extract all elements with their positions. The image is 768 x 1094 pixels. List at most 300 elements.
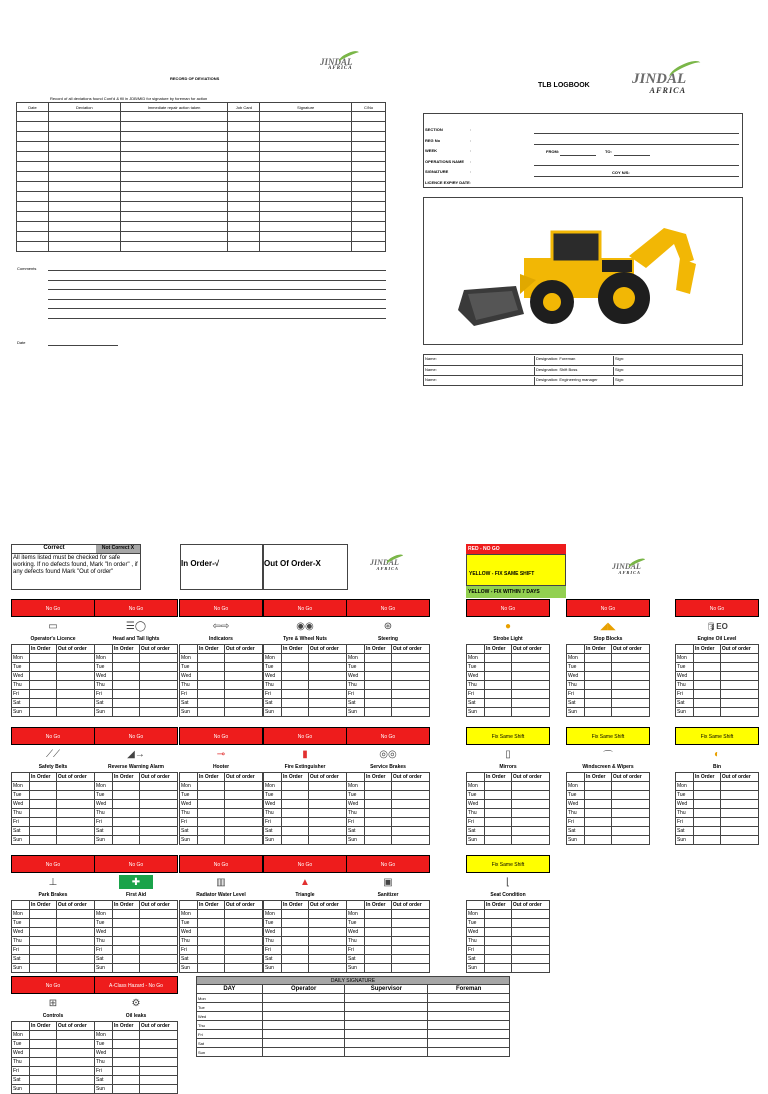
operator-cell[interactable]: [262, 1021, 345, 1030]
deviation-cell[interactable]: [228, 112, 260, 122]
supervisor-cell[interactable]: [345, 994, 428, 1003]
signature-line[interactable]: [534, 176, 739, 177]
in-order-cell[interactable]: [198, 928, 225, 937]
deviation-cell[interactable]: [260, 152, 352, 162]
opname-line[interactable]: [534, 165, 739, 166]
out-of-order-cell[interactable]: [720, 663, 758, 672]
deviation-cell[interactable]: [228, 122, 260, 132]
out-of-order-cell[interactable]: [611, 827, 649, 836]
from-line[interactable]: [560, 155, 596, 156]
deviation-cell[interactable]: [48, 112, 120, 122]
in-order-cell[interactable]: [585, 708, 612, 717]
in-order-cell[interactable]: [585, 663, 612, 672]
deviation-cell[interactable]: [260, 202, 352, 212]
out-of-order-cell[interactable]: [56, 1067, 94, 1076]
out-of-order-cell[interactable]: [56, 1058, 94, 1067]
in-order-cell[interactable]: [198, 818, 225, 827]
out-of-order-cell[interactable]: [224, 663, 262, 672]
out-of-order-cell[interactable]: [611, 663, 649, 672]
in-order-cell[interactable]: [365, 699, 392, 708]
operator-cell[interactable]: [262, 1030, 345, 1039]
signoff-name[interactable]: Name:: [425, 377, 535, 386]
out-of-order-cell[interactable]: [391, 836, 429, 845]
deviation-cell[interactable]: [228, 182, 260, 192]
in-order-cell[interactable]: [485, 690, 512, 699]
in-order-cell[interactable]: [365, 782, 392, 791]
out-of-order-cell[interactable]: [511, 836, 549, 845]
out-of-order-cell[interactable]: [56, 708, 94, 717]
out-of-order-cell[interactable]: [139, 818, 177, 827]
in-order-cell[interactable]: [585, 791, 612, 800]
in-order-cell[interactable]: [365, 818, 392, 827]
foreman-cell[interactable]: [428, 1048, 510, 1057]
deviation-cell[interactable]: [120, 222, 228, 232]
deviation-cell[interactable]: [352, 142, 386, 152]
in-order-cell[interactable]: [485, 827, 512, 836]
in-order-cell[interactable]: [585, 672, 612, 681]
deviation-cell[interactable]: [228, 142, 260, 152]
signoff-sign[interactable]: Sign:: [615, 356, 625, 361]
out-of-order-cell[interactable]: [511, 937, 549, 946]
in-order-cell[interactable]: [113, 663, 140, 672]
in-order-cell[interactable]: [30, 800, 57, 809]
deviation-cell[interactable]: [17, 182, 49, 192]
out-of-order-cell[interactable]: [511, 654, 549, 663]
out-of-order-cell[interactable]: [56, 964, 94, 973]
deviation-cell[interactable]: [260, 192, 352, 202]
deviation-cell[interactable]: [48, 222, 120, 232]
reg-line[interactable]: [534, 144, 739, 145]
out-of-order-cell[interactable]: [56, 791, 94, 800]
to-line[interactable]: [614, 155, 650, 156]
in-order-cell[interactable]: [30, 681, 57, 690]
in-order-cell[interactable]: [282, 672, 309, 681]
out-of-order-cell[interactable]: [224, 672, 262, 681]
out-of-order-cell[interactable]: [224, 955, 262, 964]
in-order-cell[interactable]: [30, 690, 57, 699]
in-order-cell[interactable]: [30, 708, 57, 717]
in-order-cell[interactable]: [198, 654, 225, 663]
out-of-order-cell[interactable]: [224, 791, 262, 800]
out-of-order-cell[interactable]: [611, 782, 649, 791]
deviation-cell[interactable]: [352, 202, 386, 212]
out-of-order-cell[interactable]: [511, 928, 549, 937]
in-order-cell[interactable]: [113, 937, 140, 946]
in-order-cell[interactable]: [198, 800, 225, 809]
deviation-cell[interactable]: [228, 202, 260, 212]
out-of-order-cell[interactable]: [56, 910, 94, 919]
out-of-order-cell[interactable]: [224, 937, 262, 946]
deviation-cell[interactable]: [17, 172, 49, 182]
in-order-cell[interactable]: [282, 791, 309, 800]
out-of-order-cell[interactable]: [56, 928, 94, 937]
out-of-order-cell[interactable]: [308, 910, 346, 919]
deviation-cell[interactable]: [48, 192, 120, 202]
out-of-order-cell[interactable]: [56, 836, 94, 845]
in-order-cell[interactable]: [198, 964, 225, 973]
deviation-cell[interactable]: [48, 202, 120, 212]
out-of-order-cell[interactable]: [611, 654, 649, 663]
in-order-cell[interactable]: [485, 654, 512, 663]
out-of-order-cell[interactable]: [224, 928, 262, 937]
in-order-cell[interactable]: [113, 791, 140, 800]
in-order-cell[interactable]: [113, 800, 140, 809]
signoff-sign[interactable]: Sign:: [615, 366, 625, 372]
deviation-cell[interactable]: [120, 112, 228, 122]
in-order-cell[interactable]: [485, 809, 512, 818]
out-of-order-cell[interactable]: [56, 919, 94, 928]
in-order-cell[interactable]: [694, 681, 721, 690]
comment-line[interactable]: [48, 289, 386, 290]
in-order-cell[interactable]: [113, 910, 140, 919]
deviation-cell[interactable]: [352, 152, 386, 162]
in-order-cell[interactable]: [198, 946, 225, 955]
in-order-cell[interactable]: [694, 800, 721, 809]
in-order-cell[interactable]: [694, 782, 721, 791]
out-of-order-cell[interactable]: [308, 690, 346, 699]
deviation-cell[interactable]: [352, 222, 386, 232]
deviation-cell[interactable]: [48, 242, 120, 252]
deviation-cell[interactable]: [120, 202, 228, 212]
in-order-cell[interactable]: [694, 818, 721, 827]
out-of-order-cell[interactable]: [308, 818, 346, 827]
out-of-order-cell[interactable]: [56, 1031, 94, 1040]
out-of-order-cell[interactable]: [720, 690, 758, 699]
out-of-order-cell[interactable]: [391, 827, 429, 836]
in-order-cell[interactable]: [485, 818, 512, 827]
operator-cell[interactable]: [262, 1012, 345, 1021]
in-order-cell[interactable]: [694, 699, 721, 708]
deviation-cell[interactable]: [120, 192, 228, 202]
in-order-cell[interactable]: [365, 654, 392, 663]
supervisor-cell[interactable]: [345, 1003, 428, 1012]
out-of-order-cell[interactable]: [720, 836, 758, 845]
out-of-order-cell[interactable]: [611, 672, 649, 681]
deviation-cell[interactable]: [352, 132, 386, 142]
out-of-order-cell[interactable]: [391, 690, 429, 699]
in-order-cell[interactable]: [485, 946, 512, 955]
out-of-order-cell[interactable]: [224, 827, 262, 836]
out-of-order-cell[interactable]: [139, 937, 177, 946]
out-of-order-cell[interactable]: [611, 836, 649, 845]
out-of-order-cell[interactable]: [139, 782, 177, 791]
section-line[interactable]: [534, 133, 739, 134]
out-of-order-cell[interactable]: [308, 699, 346, 708]
in-order-cell[interactable]: [30, 791, 57, 800]
out-of-order-cell[interactable]: [308, 809, 346, 818]
out-of-order-cell[interactable]: [391, 818, 429, 827]
out-of-order-cell[interactable]: [56, 1049, 94, 1058]
deviation-cell[interactable]: [260, 182, 352, 192]
out-of-order-cell[interactable]: [56, 681, 94, 690]
in-order-cell[interactable]: [30, 1076, 57, 1085]
out-of-order-cell[interactable]: [391, 681, 429, 690]
out-of-order-cell[interactable]: [139, 946, 177, 955]
out-of-order-cell[interactable]: [308, 946, 346, 955]
deviation-cell[interactable]: [120, 182, 228, 192]
in-order-cell[interactable]: [485, 782, 512, 791]
out-of-order-cell[interactable]: [139, 836, 177, 845]
deviation-cell[interactable]: [260, 222, 352, 232]
deviation-cell[interactable]: [352, 122, 386, 132]
comment-line[interactable]: [48, 270, 386, 271]
in-order-cell[interactable]: [198, 937, 225, 946]
deviation-cell[interactable]: [17, 112, 49, 122]
in-order-cell[interactable]: [282, 836, 309, 845]
in-order-cell[interactable]: [485, 964, 512, 973]
deviation-cell[interactable]: [120, 142, 228, 152]
deviation-cell[interactable]: [17, 202, 49, 212]
deviation-cell[interactable]: [48, 172, 120, 182]
out-of-order-cell[interactable]: [139, 791, 177, 800]
out-of-order-cell[interactable]: [720, 681, 758, 690]
in-order-cell[interactable]: [113, 690, 140, 699]
out-of-order-cell[interactable]: [720, 800, 758, 809]
out-of-order-cell[interactable]: [391, 791, 429, 800]
out-of-order-cell[interactable]: [308, 708, 346, 717]
out-of-order-cell[interactable]: [139, 654, 177, 663]
comment-line[interactable]: [48, 299, 386, 300]
in-order-cell[interactable]: [282, 919, 309, 928]
in-order-cell[interactable]: [282, 910, 309, 919]
in-order-cell[interactable]: [30, 699, 57, 708]
out-of-order-cell[interactable]: [308, 836, 346, 845]
foreman-cell[interactable]: [428, 1039, 510, 1048]
out-of-order-cell[interactable]: [720, 699, 758, 708]
in-order-cell[interactable]: [113, 818, 140, 827]
deviation-cell[interactable]: [260, 142, 352, 152]
in-order-cell[interactable]: [113, 964, 140, 973]
supervisor-cell[interactable]: [345, 1030, 428, 1039]
out-of-order-cell[interactable]: [224, 654, 262, 663]
deviation-cell[interactable]: [352, 112, 386, 122]
in-order-cell[interactable]: [282, 654, 309, 663]
out-of-order-cell[interactable]: [224, 964, 262, 973]
out-of-order-cell[interactable]: [511, 955, 549, 964]
out-of-order-cell[interactable]: [391, 928, 429, 937]
in-order-cell[interactable]: [485, 663, 512, 672]
out-of-order-cell[interactable]: [720, 782, 758, 791]
deviation-cell[interactable]: [352, 242, 386, 252]
in-order-cell[interactable]: [365, 919, 392, 928]
out-of-order-cell[interactable]: [139, 800, 177, 809]
out-of-order-cell[interactable]: [224, 946, 262, 955]
out-of-order-cell[interactable]: [224, 910, 262, 919]
in-order-cell[interactable]: [113, 654, 140, 663]
deviation-cell[interactable]: [17, 142, 49, 152]
in-order-cell[interactable]: [198, 681, 225, 690]
in-order-cell[interactable]: [485, 928, 512, 937]
in-order-cell[interactable]: [365, 672, 392, 681]
in-order-cell[interactable]: [113, 1058, 140, 1067]
in-order-cell[interactable]: [365, 928, 392, 937]
in-order-cell[interactable]: [485, 937, 512, 946]
operator-cell[interactable]: [262, 994, 345, 1003]
deviation-cell[interactable]: [260, 122, 352, 132]
in-order-cell[interactable]: [30, 955, 57, 964]
in-order-cell[interactable]: [485, 955, 512, 964]
in-order-cell[interactable]: [198, 782, 225, 791]
out-of-order-cell[interactable]: [56, 800, 94, 809]
in-order-cell[interactable]: [30, 919, 57, 928]
in-order-cell[interactable]: [30, 663, 57, 672]
out-of-order-cell[interactable]: [611, 800, 649, 809]
out-of-order-cell[interactable]: [611, 791, 649, 800]
deviation-cell[interactable]: [120, 232, 228, 242]
in-order-cell[interactable]: [365, 791, 392, 800]
in-order-cell[interactable]: [282, 818, 309, 827]
out-of-order-cell[interactable]: [511, 681, 549, 690]
out-of-order-cell[interactable]: [224, 681, 262, 690]
in-order-cell[interactable]: [694, 690, 721, 699]
out-of-order-cell[interactable]: [308, 827, 346, 836]
deviation-cell[interactable]: [260, 212, 352, 222]
out-of-order-cell[interactable]: [511, 699, 549, 708]
deviation-cell[interactable]: [120, 152, 228, 162]
foreman-cell[interactable]: [428, 1021, 510, 1030]
out-of-order-cell[interactable]: [56, 1076, 94, 1085]
out-of-order-cell[interactable]: [391, 919, 429, 928]
deviation-cell[interactable]: [352, 212, 386, 222]
in-order-cell[interactable]: [30, 964, 57, 973]
deviation-cell[interactable]: [260, 232, 352, 242]
in-order-cell[interactable]: [113, 836, 140, 845]
out-of-order-cell[interactable]: [56, 946, 94, 955]
out-of-order-cell[interactable]: [308, 672, 346, 681]
deviation-cell[interactable]: [228, 212, 260, 222]
deviation-cell[interactable]: [228, 162, 260, 172]
deviation-cell[interactable]: [260, 172, 352, 182]
out-of-order-cell[interactable]: [56, 1040, 94, 1049]
foreman-cell[interactable]: [428, 1030, 510, 1039]
in-order-cell[interactable]: [282, 937, 309, 946]
in-order-cell[interactable]: [585, 800, 612, 809]
in-order-cell[interactable]: [113, 1067, 140, 1076]
in-order-cell[interactable]: [282, 827, 309, 836]
out-of-order-cell[interactable]: [391, 672, 429, 681]
out-of-order-cell[interactable]: [391, 946, 429, 955]
in-order-cell[interactable]: [30, 910, 57, 919]
deviation-cell[interactable]: [48, 212, 120, 222]
signoff-sign[interactable]: Sign:: [615, 377, 625, 383]
in-order-cell[interactable]: [485, 699, 512, 708]
in-order-cell[interactable]: [198, 699, 225, 708]
out-of-order-cell[interactable]: [511, 690, 549, 699]
out-of-order-cell[interactable]: [511, 708, 549, 717]
in-order-cell[interactable]: [694, 836, 721, 845]
out-of-order-cell[interactable]: [56, 690, 94, 699]
in-order-cell[interactable]: [485, 708, 512, 717]
deviation-cell[interactable]: [228, 242, 260, 252]
out-of-order-cell[interactable]: [720, 791, 758, 800]
supervisor-cell[interactable]: [345, 1048, 428, 1057]
in-order-cell[interactable]: [694, 827, 721, 836]
deviation-cell[interactable]: [120, 162, 228, 172]
in-order-cell[interactable]: [585, 836, 612, 845]
in-order-cell[interactable]: [694, 708, 721, 717]
in-order-cell[interactable]: [282, 964, 309, 973]
in-order-cell[interactable]: [113, 955, 140, 964]
out-of-order-cell[interactable]: [139, 1085, 177, 1094]
in-order-cell[interactable]: [113, 782, 140, 791]
supervisor-cell[interactable]: [345, 1039, 428, 1048]
in-order-cell[interactable]: [113, 708, 140, 717]
out-of-order-cell[interactable]: [224, 919, 262, 928]
out-of-order-cell[interactable]: [56, 818, 94, 827]
deviation-cell[interactable]: [48, 142, 120, 152]
out-of-order-cell[interactable]: [308, 800, 346, 809]
out-of-order-cell[interactable]: [720, 809, 758, 818]
out-of-order-cell[interactable]: [511, 672, 549, 681]
deviation-cell[interactable]: [352, 172, 386, 182]
out-of-order-cell[interactable]: [224, 809, 262, 818]
in-order-cell[interactable]: [282, 955, 309, 964]
deviation-cell[interactable]: [120, 212, 228, 222]
out-of-order-cell[interactable]: [139, 699, 177, 708]
deviation-cell[interactable]: [48, 152, 120, 162]
in-order-cell[interactable]: [585, 809, 612, 818]
out-of-order-cell[interactable]: [511, 791, 549, 800]
out-of-order-cell[interactable]: [308, 928, 346, 937]
in-order-cell[interactable]: [30, 928, 57, 937]
in-order-cell[interactable]: [485, 800, 512, 809]
out-of-order-cell[interactable]: [511, 782, 549, 791]
out-of-order-cell[interactable]: [391, 910, 429, 919]
out-of-order-cell[interactable]: [308, 791, 346, 800]
out-of-order-cell[interactable]: [139, 955, 177, 964]
deviation-cell[interactable]: [260, 242, 352, 252]
deviation-cell[interactable]: [48, 182, 120, 192]
in-order-cell[interactable]: [198, 791, 225, 800]
deviation-cell[interactable]: [48, 232, 120, 242]
deviation-cell[interactable]: [260, 112, 352, 122]
out-of-order-cell[interactable]: [611, 681, 649, 690]
out-of-order-cell[interactable]: [56, 663, 94, 672]
out-of-order-cell[interactable]: [139, 928, 177, 937]
in-order-cell[interactable]: [113, 1049, 140, 1058]
out-of-order-cell[interactable]: [139, 809, 177, 818]
out-of-order-cell[interactable]: [391, 782, 429, 791]
in-order-cell[interactable]: [113, 919, 140, 928]
deviation-cell[interactable]: [17, 232, 49, 242]
out-of-order-cell[interactable]: [56, 827, 94, 836]
out-of-order-cell[interactable]: [224, 690, 262, 699]
in-order-cell[interactable]: [30, 946, 57, 955]
out-of-order-cell[interactable]: [391, 699, 429, 708]
in-order-cell[interactable]: [30, 1049, 57, 1058]
deviation-cell[interactable]: [17, 122, 49, 132]
out-of-order-cell[interactable]: [56, 654, 94, 663]
in-order-cell[interactable]: [198, 809, 225, 818]
in-order-cell[interactable]: [198, 663, 225, 672]
in-order-cell[interactable]: [282, 928, 309, 937]
in-order-cell[interactable]: [30, 1040, 57, 1049]
in-order-cell[interactable]: [113, 672, 140, 681]
deviation-cell[interactable]: [120, 172, 228, 182]
in-order-cell[interactable]: [282, 800, 309, 809]
deviation-cell[interactable]: [352, 162, 386, 172]
in-order-cell[interactable]: [365, 690, 392, 699]
in-order-cell[interactable]: [365, 910, 392, 919]
out-of-order-cell[interactable]: [308, 919, 346, 928]
out-of-order-cell[interactable]: [139, 1067, 177, 1076]
deviation-cell[interactable]: [228, 172, 260, 182]
out-of-order-cell[interactable]: [224, 818, 262, 827]
in-order-cell[interactable]: [585, 654, 612, 663]
in-order-cell[interactable]: [365, 836, 392, 845]
deviation-cell[interactable]: [228, 222, 260, 232]
in-order-cell[interactable]: [282, 699, 309, 708]
